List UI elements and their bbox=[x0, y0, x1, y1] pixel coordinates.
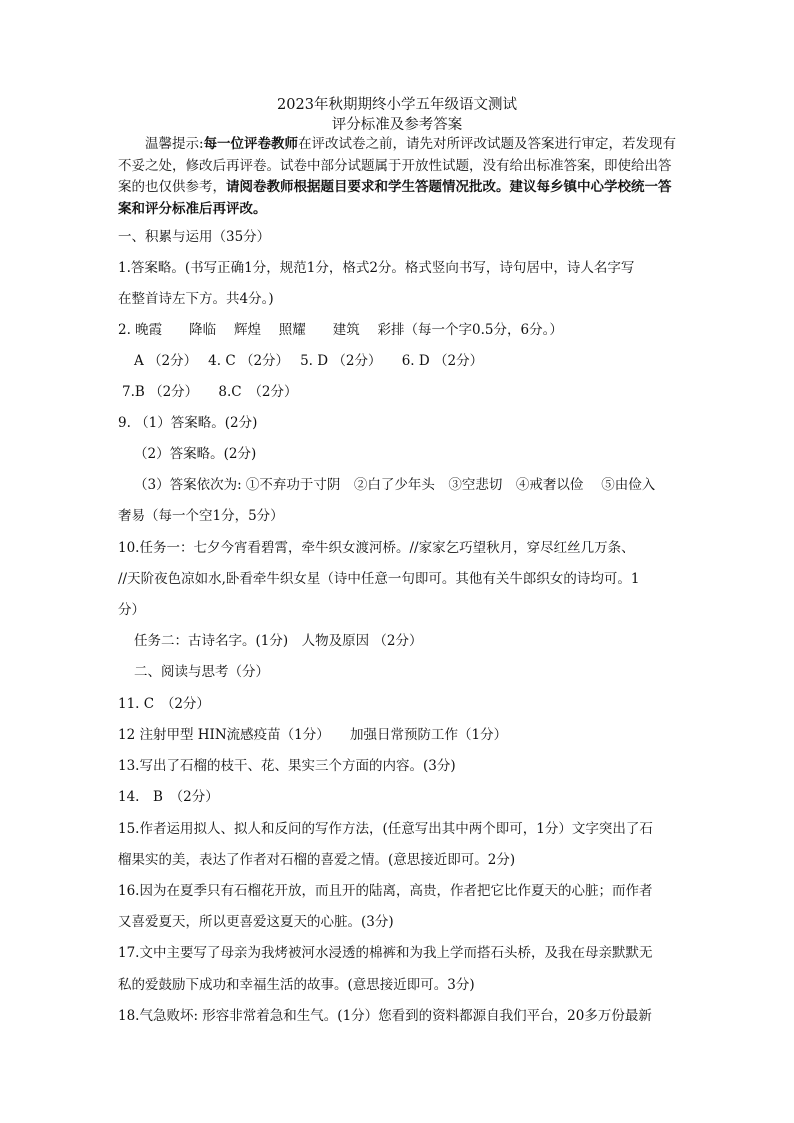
notice-bold-2: 请阅卷教师根据题目要求和学生答题情况批改。建议每乡镇中心学校统一答案和评分标准后再评改。 bbox=[118, 179, 672, 217]
answer-line: A （2分） 4. C （2分） 5. D （2分） 6. D （2分） bbox=[134, 353, 484, 369]
answer-line: 10.任务一：七夕今宵看碧霄，牵牛织女渡河桥。//家家乞巧望秋月，穿尽红丝几万条、 bbox=[118, 540, 635, 556]
answer-line: //天阶夜色凉如水,卧看牵牛织女星（诗中任意一句即可。其他有关牛郎织女的诗均可。1 bbox=[118, 571, 640, 587]
answer-line: 9. （1）答案略。(2分) bbox=[118, 415, 258, 431]
answer-line: 18.气急败坏: 形容非常着急和生气。(1分）您看到的资料都源自我们平台，20多万份最新 bbox=[118, 1008, 652, 1024]
answer-line: 13.写出了石榴的枝干、花、果实三个方面的内容。(3分) bbox=[118, 758, 456, 774]
section-heading-1: 一、积累与运用（35分） bbox=[118, 229, 271, 245]
document-title: 2023年秋期期终小学五年级语文测试 bbox=[277, 97, 517, 113]
answer-line: 私的爱鼓励下成功和幸福生活的故事。(意思接近即可。3分) bbox=[118, 977, 475, 993]
answer-line: 17.文中主要写了母亲为我烤被河水浸透的棉裤和为我上学而搭石头桥，及我在母亲默默无 bbox=[118, 945, 653, 961]
answer-line: 12 注射甲型 HIN流感疫苗（1分） 加强日常预防工作（1分） bbox=[118, 727, 508, 743]
answer-line: （2）答案略。(2分) bbox=[134, 446, 257, 462]
notice-text-1: 在评改试卷之前，请先对所评改试题及答案进行审定，若发现有不妥之处，修改后再评卷。试卷中部分试题属于开放性试题，没有给出标准答案，即使给出答案的也仅供参考， bbox=[118, 136, 677, 195]
answer-line: 2. 晚霞 降临 辉煌 照耀 建筑 彩排（每一个字0.5分，6分。） bbox=[118, 322, 563, 338]
answer-line: 又喜爱夏天，所以更喜爱这夏天的心脏。(3分) bbox=[118, 914, 394, 930]
answer-line: 14. B （2分） bbox=[118, 789, 219, 805]
answer-line: 16.因为在夏季只有石榴花开放，而且开的陆离，高贵，作者把它比作夏天的心脏；而作者 bbox=[118, 883, 653, 899]
answer-line: 奢易（每一个空1分，5分） bbox=[118, 508, 284, 524]
answer-line: 11. C （2分） bbox=[118, 696, 210, 712]
section-heading-2: 二、阅读与思考（分） bbox=[134, 664, 269, 680]
answer-line: 在整首诗左下方。共4分。) bbox=[118, 291, 274, 307]
document-subtitle: 评分标准及参考答案 bbox=[331, 117, 463, 133]
grading-notice bbox=[118, 134, 678, 220]
notice-label: 温馨提示: bbox=[145, 136, 204, 152]
answer-line: 任务二：古诗名字。(1分) 人物及原因 （2分） bbox=[134, 633, 423, 649]
answer-line: 15.作者运用拟人、拟人和反问的写作方法，(任意写出其中两个即可，1分）文字突出了石 bbox=[118, 821, 653, 837]
answer-line: 分） bbox=[118, 602, 145, 618]
answer-line: 1.答案略。(书写正确1分，规范1分，格式2分。格式竖向书写，诗句居中，诗人名字写 bbox=[118, 260, 635, 276]
answer-line: 7.B （2分） 8.C （2分） bbox=[122, 384, 298, 400]
answer-line: 榴果实的美，表达了作者对石榴的喜爱之情。(意思接近即可。2分) bbox=[118, 852, 516, 868]
answer-line: （3）答案依次为: ①不弃功于寸阴 ②白了少年头 ③空悲切 ④戒奢以俭 ⑤由俭入 bbox=[134, 477, 656, 493]
notice-bold-1: 每一位评卷教师 bbox=[203, 136, 299, 152]
